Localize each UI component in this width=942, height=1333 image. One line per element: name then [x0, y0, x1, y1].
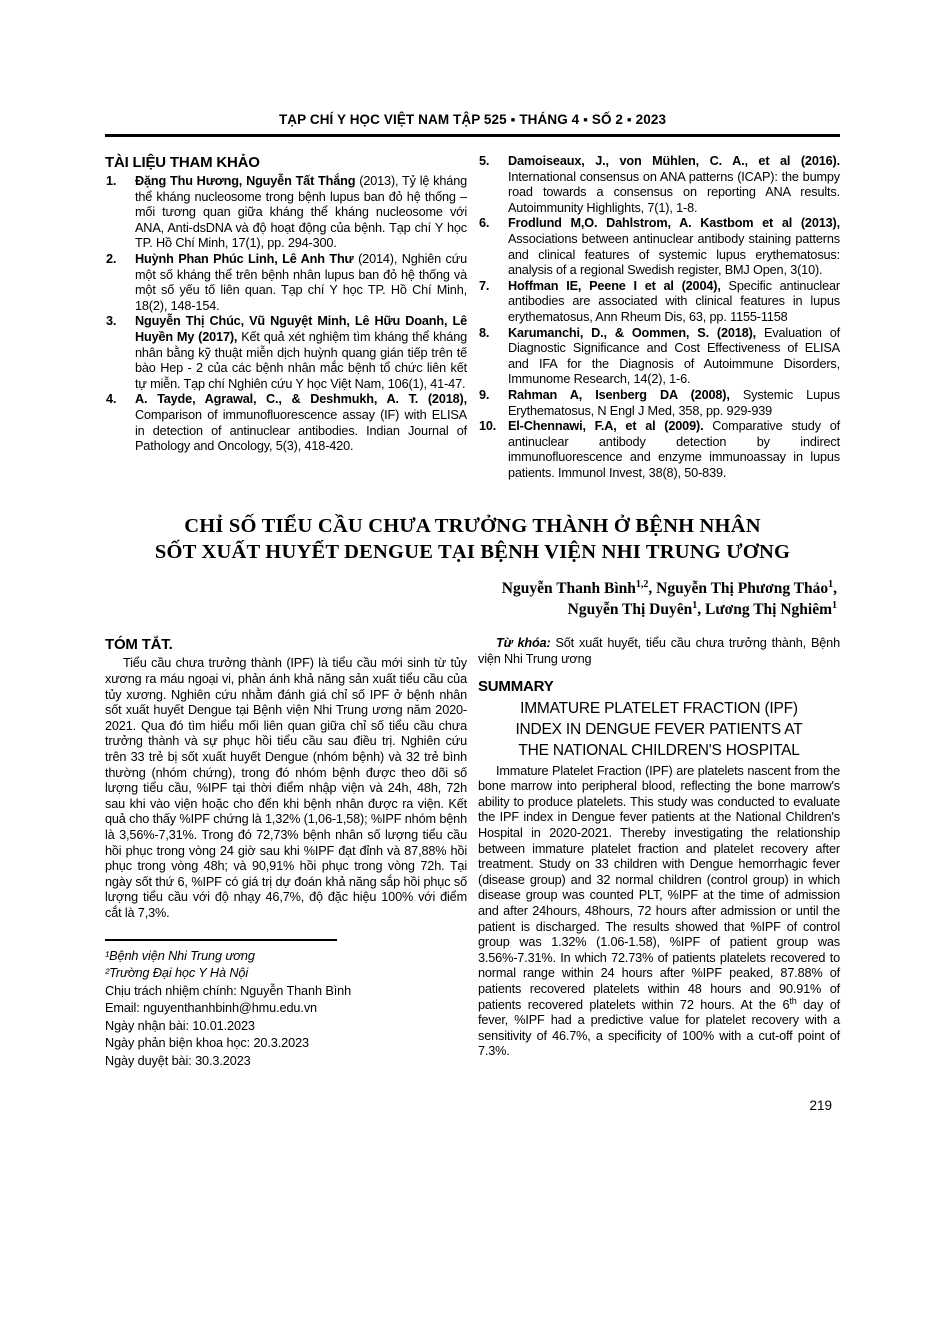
affiliation-1: ¹Bệnh viện Nhi Trung ương [105, 948, 255, 963]
reference-authors: Nguyễn Thị Chúc, Vũ Nguyệt Minh, Lê Hữu Doanh, Lê Huyền My (2017), [135, 314, 467, 344]
summary-heading: SUMMARY [478, 677, 554, 695]
reference-text: Evaluation of Diagnostic Significance and Cost Effectiveness of ELISA and IFA for the Diagnosis of Autoimmune Disorders, Immunome Research, 14(2), 1-6. [508, 325, 841, 387]
references-heading: TÀI LIỆU THAM KHẢO [105, 154, 260, 171]
references-columns [105, 137, 840, 481]
summary-title-line1: IMMATURE PLATELET FRACTION (IPF) [520, 699, 798, 717]
reference-item [478, 326, 840, 388]
article-title [105, 513, 840, 565]
summary-title-line2: INDEX IN DENGUE FEVER PATIENTS AT [515, 720, 803, 738]
references-list-right [478, 154, 840, 481]
page-number: 219 [809, 1097, 832, 1113]
abstract-column-right [478, 636, 840, 1112]
reference-item [478, 279, 840, 326]
tomtat-body: Tiểu cầu chưa trưởng thành (IPF) là tiểu cầu mới sinh từ tủy xương ra máu ngoại vi, phản ánh khả năng sản xuất tiểu cầu của tủy xương. Nghiên cứu nhằm đánh giá chỉ số IPF ở bệnh nhân sốt xuất huyết Dengue tại Bệnh viện Nhi Trung ương năm 2020-2021. Qua đó tìm hiểu mối liên quan giữa chỉ số tiểu cầu chưa trưởng thành và sự phục hồi tiểu cầu sau điều trị. Nghiên cứu trên 33 trẻ bị sốt xuất huyết Dengue (nhóm bệnh) và 32 trẻ bình thường (nhóm chứng), trong đó nhóm bệnh được theo dõi số lượng tiểu cầu, %IPF tại thời điểm nhập viện và 24h, 48h, 72h sau khi vào viện hoặc cho đến khi bệnh nhân được ra viện. Kết quả cho thấy %IPF chứng là 1,32% (1,06-1,58); %IPF nhóm bệnh là 3,56%-7,31%. Trong đó 72,73% bệnh nhân số lượng tiểu cầu hồi phục trong vòng 24 giờ sau khi %IPF đạt đỉnh và 87,88% hồi phục trong vòng 48h; và 90,91% hồi phục trong vòng 72h. Tại ngày sốt thứ 6, %IPF có giá trị dự đoán khả năng sắp hồi phục số lượng tiểu cầu với độ nhạy 46,7%, độ đặc hiệu 100% với điểm cắt là 7,3%. [105, 656, 467, 920]
author-name: Nguyễn Thanh Bình [501, 580, 636, 598]
reference-text: Associations between antinuclear antibody staining patterns and clinical features of systemic lupus erythematosus: analysis of a regional Swedish register, BMJ Open, 3(10). [508, 231, 840, 278]
author-name: , Lương Thị Nghiêm [697, 601, 832, 619]
affiliation-2: ²Trường Đại học Y Hà Nội [105, 966, 249, 981]
reference-authors: Karumanchi, D., & Oommen, S. (2018), [508, 325, 757, 340]
reference-authors: Huỳnh Phan Phúc Linh, Lê Anh Thư [135, 251, 354, 266]
reference-text: Specific antinuclear antibodies are associated with clinical features in lupus erythematosus, Ann Rheum Dis, 63, pp. 1155-1158 [508, 278, 840, 324]
summary-body-text: day of fever, %IPF had a predictive value for platelet recovery with a sensitivity of 46.7%, a specificity of 100% with a cut-off point of 7.3%. [478, 997, 840, 1059]
reference-authors: Damoiseaux, J., von Mühlen, C. A., et al (2016). [508, 154, 840, 168]
date-received: Ngày nhận bài: 10.01.2023 [105, 1018, 255, 1033]
summary-body-text: Immature Platelet Fraction (IPF) are platelets nascent from the bone marrow into peripheral blood, reflecting the bone marrow's ability to produce platelets. This study was conducted to evaluate the IPF index in Dengue fever patients at the National Children's Hospital in 2020-2021. Thereby investigating the relationship between immature platelet fraction and platelet recovery after treatment. Study on 33 children with Dengue hemorrhagic fever (disease group) and 32 normal children (control group) in which disease group was counted PLT, %IPF at the time of admission and after 24hours, 48hours, 72 hours after admission or until the patient is discharged. The results showed that %IPF of control group was 1.32% (1.06-1.58), %IPF of patient group was 3.56%-7.31%. In which 72.73% of patients platelets recovered to normal range within 24 hours after %IPF peaked, 87.88% of patients recovered platelets within 48 hours and 90.91% of patients recovered platelets within 72 hours. At the 6 [478, 763, 840, 1012]
article-authors [105, 578, 840, 620]
keywords [478, 636, 840, 667]
journal-header: TẠP CHÍ Y HỌC VIỆT NAM TẬP 525 ▪ THÁNG 4 ▪ SỐ 2 ▪ 2023 [105, 112, 840, 137]
corresponding-author: Chịu trách nhiệm chính: Nguyễn Thanh Bình [105, 983, 352, 998]
summary-title-line3: THE NATIONAL CHILDREN'S HOSPITAL [518, 741, 800, 759]
reference-item [478, 216, 840, 278]
author-separator: , [833, 580, 837, 598]
footnotes [105, 948, 467, 1071]
author-affiliation-sup: 1 [692, 600, 698, 612]
summary-body [478, 764, 840, 1060]
date-reviewed: Ngày phản biện khoa học: 20.3.2023 [105, 1036, 309, 1051]
keywords-text: Sốt xuất huyết, tiểu cầu chưa trưởng thành, Bệnh viện Nhi Trung ương [478, 636, 840, 667]
author-affiliation-sup: 1,2 [635, 579, 649, 591]
reference-authors: Đặng Thu Hương, Nguyễn Tất Thắng [135, 174, 356, 188]
reference-text: (2013), Tỷ lệ kháng thể kháng nucleosome trong bệnh lupus ban đỏ hệ thống – mối tương quan giữa kháng thể kháng nucleosome với ANA, Anti-dsDNA và độ hoạt động của bệnh. Tạp chí Y học TP. Hồ Chí Minh, 17(1), pp. 294-300. [135, 174, 468, 251]
reference-number: 10. [479, 419, 497, 434]
abstract-column-left [105, 636, 467, 1112]
summary-title [478, 698, 840, 761]
reference-item [105, 314, 467, 392]
ordinal-sup: th [789, 995, 797, 1006]
author-name: Nguyễn Thị Duyên [567, 601, 693, 619]
reference-item [478, 419, 840, 481]
reference-number: 6. [479, 216, 490, 231]
reference-number: 2. [106, 251, 117, 266]
abstract-columns [105, 636, 840, 1112]
reference-authors: A. Tayde, Agrawal, C., & Deshmukh, A. T. (2018), [135, 392, 467, 407]
reference-number: 5. [479, 154, 490, 168]
references-column-left [105, 137, 467, 481]
authors-line1 [105, 578, 837, 599]
author-affiliation-sup: 1 [828, 579, 834, 591]
reference-authors: Hoffman IE, Peene I et al (2004), [508, 278, 721, 293]
reference-text: Systemic Lupus Erythematosus, N Engl J Med, 358, pp. 929-939 [508, 387, 840, 418]
article-title-line2: SỐT XUẤT HUYẾT DENGUE TẠI BỆNH VIỆN NHI TRUNG ƯƠNG [154, 541, 791, 564]
keywords-label: Từ khóa: [496, 636, 551, 651]
reference-text: (2014), Nghiên cứu một số kháng thể trên bệnh nhân lupus ban đỏ hệ thống và một số yếu tố liên quan. Tạp chí Y học TP. Hồ Chí Minh, 18(2), 148-154. [135, 251, 467, 313]
reference-text: Comparative study of antinuclear antibody detection by indirect immunofluorescence and enzyme immunoassay in lupus patients. Immunol Invest, 38(8), 50-839. [508, 419, 840, 480]
reference-item [105, 252, 467, 314]
email-line: Email: nguyenthanhbinh@hmu.edu.vn [105, 1001, 318, 1016]
reference-text: Comparison of immunofluorescence assay (IF) with ELISA in detection of antinuclear antibodies. Indian Journal of Pathology and Oncology, 5(3), 418-420. [135, 407, 467, 454]
reference-authors: El-Chennawi, F.A, et al (2009). [508, 419, 704, 434]
references-column-right [478, 137, 840, 481]
reference-number: 4. [106, 392, 117, 407]
reference-authors: Frodlund M,O. Dahlstrom, A. Kastbom et al (2013), [508, 216, 840, 231]
authors-line2 [105, 599, 837, 620]
tomtat-heading: TÓM TẮT. [105, 636, 173, 654]
article-title-line1: CHỈ SỐ TIỂU CẦU CHƯA TRƯỞNG THÀNH Ở BỆNH NHÂN [184, 515, 761, 538]
reference-number: 9. [479, 387, 490, 402]
reference-text: Kết quả xét nghiệm tìm kháng thể kháng nhân bằng kỹ thuật miễn dịch huỳnh quang gián tiếp trên tế bào Hep - 2 của các bệnh nhân mắc bệnh tổ chức liên kết tự miễn. Tạp chí Nghiên cứu Y học Việt Nam, 106(1), 41-47. [135, 329, 468, 391]
author-affiliation-sup: 1 [832, 600, 837, 612]
reference-item [478, 154, 840, 216]
reference-number: 3. [106, 314, 117, 329]
reference-text: International consensus on ANA patterns (ICAP): the bumpy road towards a consensus on reporting ANA results. Autoimmunity Highlights, 7(1), 1-8. [508, 169, 840, 215]
author-name: , Nguyễn Thị Phương Thảo [648, 580, 829, 598]
reference-item [105, 174, 467, 252]
reference-number: 1. [106, 174, 117, 188]
reference-number: 8. [479, 325, 490, 340]
reference-authors: Rahman A, Isenberg DA (2008), [508, 387, 730, 402]
reference-number: 7. [479, 278, 490, 293]
reference-item [478, 388, 840, 419]
reference-item [105, 392, 467, 454]
footnote-divider [105, 939, 337, 941]
date-accepted: Ngày duyệt bài: 30.3.2023 [105, 1053, 251, 1068]
